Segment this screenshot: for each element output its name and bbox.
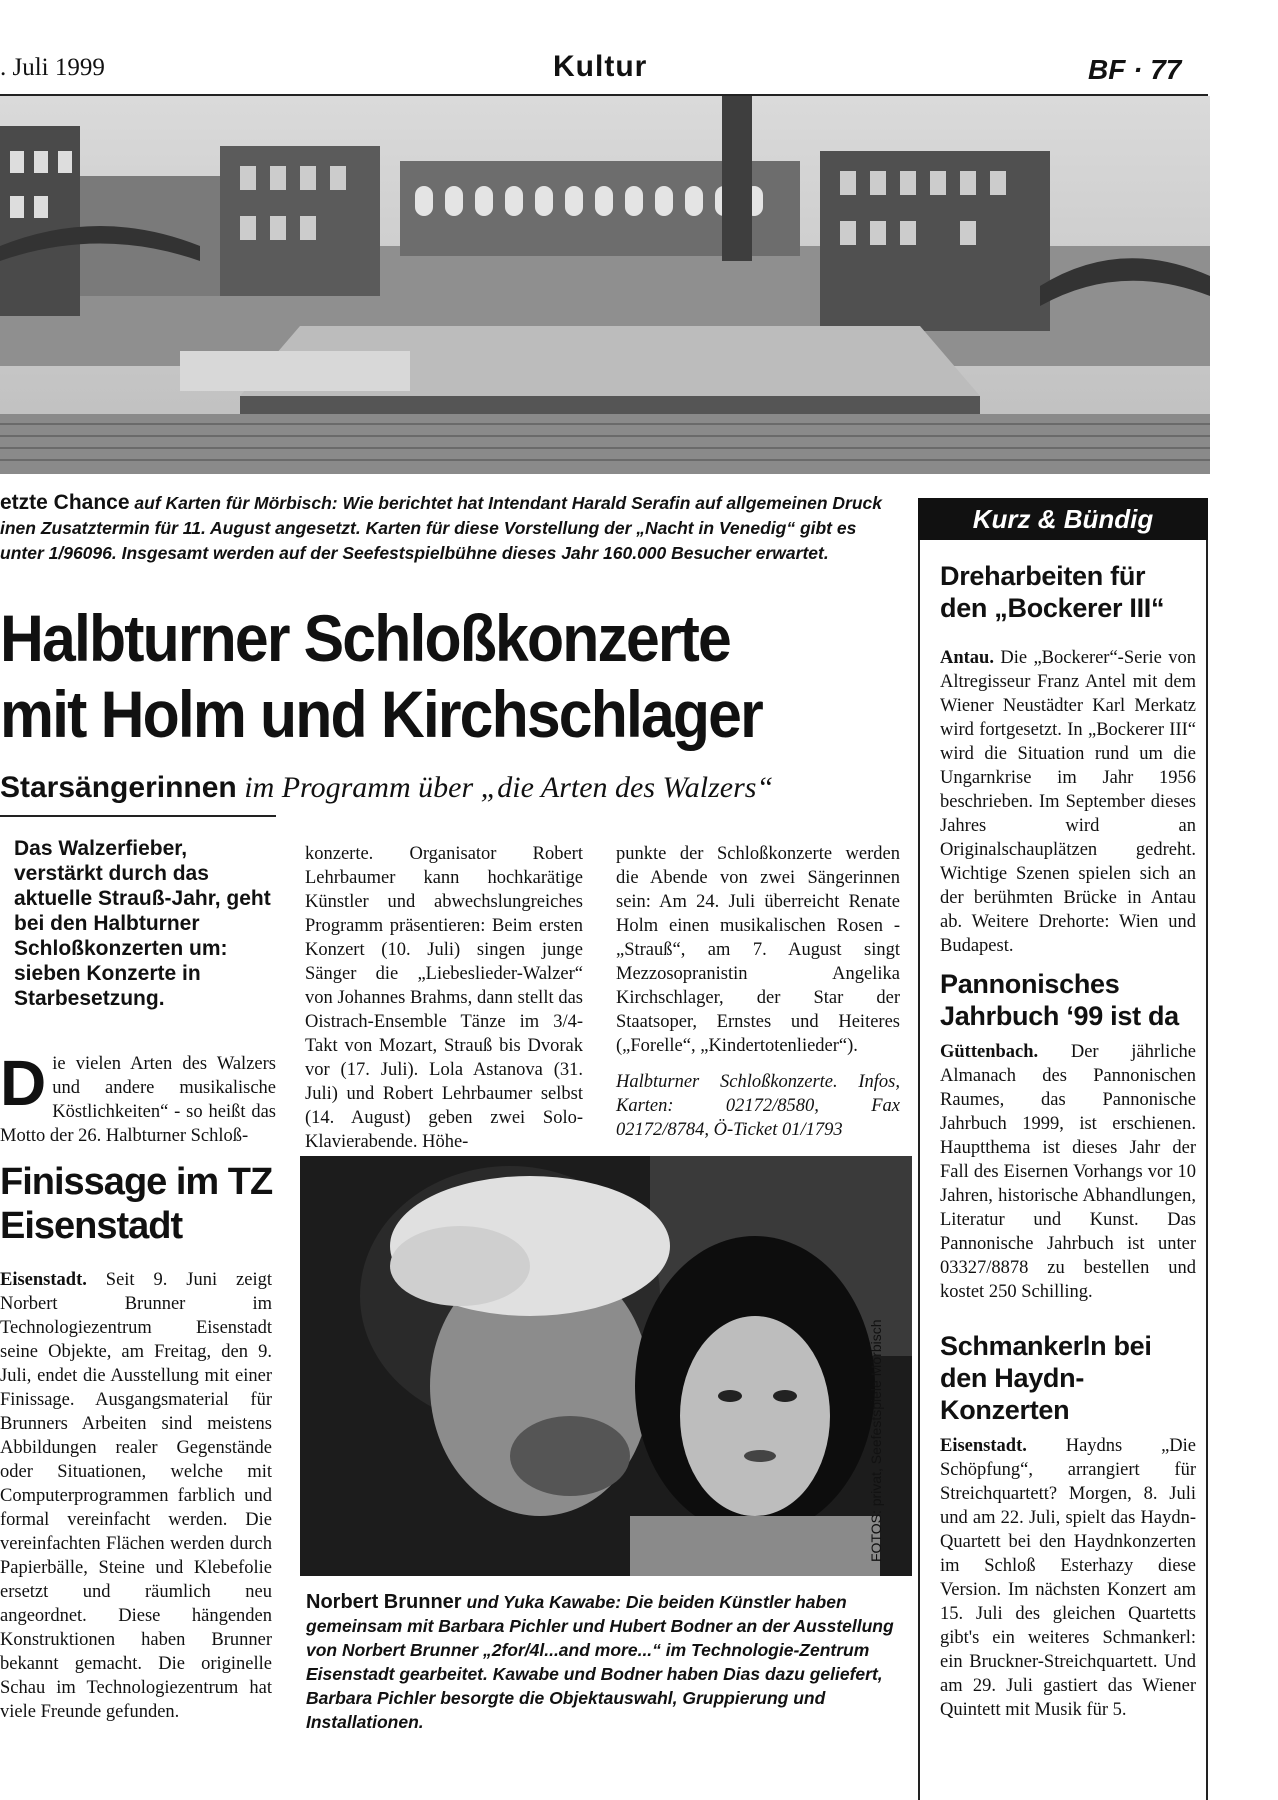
sidebar-item <box>940 1330 1196 1722</box>
issue-date: . Juli 1999 <box>0 54 105 81</box>
caption-lead: etzte Chance <box>0 491 130 514</box>
section-title: Kultur <box>553 50 648 83</box>
sidebar-body: Güttenbach. Der jährliche Almanach des Pannonischen Raumes, das Pannonische Jahrbuch 1999, ist erschienen. Hauptthema ist dieses Jahr der Fall des Eisernen Vorhangs vor 10 Jahren, historische Abhandlungen, Literatur und Kunst. Das Pannonische Jahrbuch ist unter 03327/8878 zu bestellen und kostet 250 Schilling. <box>940 1042 1196 1302</box>
photo-caption <box>0 490 890 566</box>
sidebar-body: Antau. Die „Bockerer“-Serie von Altregisseur Franz Antel mit dem Wiener Neustädter Karl Merkatz wird fortgesetzt. In „Bockerer III“ wird die Situation rund um die Ungarnkrise im Jahr 1956 beschrieben. Im September dieses Jahres wird an Originalschauplätzen gedreht. Wichtige Szenen spielen sich an der berühmten Brücke in Antau ab. Weitere Drehorte: Wien und Budapest. <box>940 648 1196 956</box>
main-headline: Halbturner Schloßkonzerte mit Holm und Kirchschlager <box>0 601 762 751</box>
photo-credit: FOTOS: privat, Seefestspiele Mörbisch <box>868 1319 884 1562</box>
sidebar-item <box>940 560 1196 958</box>
drop-cap: D <box>0 1047 47 1119</box>
article-column-2: konzerte. Organisator Robert Lehrbaumer kann hochkarätige Künstler und abwechslungreiches Programm präsentieren: Beim ersten Konzert (10. Juli) singen junge Sänger die „Liebeslieder-Walzer“ von Johannes Brahms, dann stellt das Oistrach-Ensemble Tänze im 3/4-Takt von Mozart, Strauß bis Dvorak vor (17. Juli). Lola Astanova (31. Juli) und Robert Lehrbaumer selbst (14. August) geben zwei Solo-Klavierabende. Höhe- <box>305 844 583 1152</box>
sidebar-item <box>940 968 1196 1304</box>
sidebar-border-left <box>918 540 920 1800</box>
artists-photo <box>300 1156 912 1576</box>
article-column-1: Die vielen Arten des Walzers und andere musikalische Köstlichkeiten“ - so heißt das Motto der 26. Halbturner Schloß- <box>0 1047 276 1146</box>
sidebar-body: Eisenstadt. Haydns „Die Schöpfung“, arrangiert für Streichquartett? Morgen, 8. Juli und am 22. Juli, spielt das Haydn-Quartett bei den Haydnkonzerten im Schloß Esterhazy diese Version. Im nächsten Konzert am 15. Juli des gleichen Quartetts gibt's ein weiteres Schmankerl: ein Bruckner-Streichquartett. Und am 29. Juli gastiert das Wiener Quintett mit Musik für 5. <box>940 1436 1196 1720</box>
finissage-headline: Finissage im TZ Eisenstadt <box>0 1161 273 1247</box>
sidebar-border-right <box>1206 540 1208 1800</box>
subheadline: Starsängerinnen im Programm über „die Arten des Walzers“ <box>0 771 774 804</box>
sidebar-headline: Dreharbeiten für den „Bockerer III“ <box>940 561 1165 623</box>
sidebar-headline: Pannonisches Jahrbuch ‘99 ist da <box>940 969 1179 1031</box>
finissage-body: Eisenstadt. Seit 9. Juni zeigt Norbert Brunner im Technologiezentrum Eisenstadt seine Objekte, am Freitag, den 9. Juli, endet die Ausstellung mit einer Finissage. Ausgangsmaterial für Brunners Arbeiten sind meistens Abbildungen realer Gegenstände oder Situationen, welche mit Computerprogrammen farblich und formal vereinfacht werden. Die vereinfachten Flächen werden durch Papierbälle, Steine und Klebefolie ersetzt und räumlich neu angeordnet. Diese hängenden Konstruktionen haben Brunner bekannt gemacht. Die originelle Schau im Technologiezentrum hat viele Freunde gefunden. <box>0 1270 272 1722</box>
article-lead: Das Walzerfieber, verstärkt durch das aktuelle Strauß-Jahr, geht bei den Halbturner Schloßkonzerten um: sieben Konzerte in Starbesetzung. <box>14 837 271 1010</box>
article-column-3: punkte der Schloßkonzerte werden die Abende von zwei Sängerinnen sein: Am 24. Juli überreicht Renate Holm einen musikalischen Rosen -„Strauß“, am 7. August singt Mezzosopranistin Angelika Kirchschlager, der Star der Staatsoper, Ernstes und Heiteres („Forelle“, „Kindertotenlieder“). Halbturner Schloßkonzerte. Infos, Karten: 02172/8580, Fax 02172/8784, Ö-Ticket 01/1793 <box>616 844 900 1140</box>
caption-text: auf Karten für Mörbisch: Wie berichtet hat Intendant Harald Serafin auf allgemeinen Druck inen Zusatztermin für 11. August angesetzt. Karten für diese Vorstellung der „Nacht in Venedig“ gibt es unter 1/96096. Insgesamt werden auf der Seefestspielbühne dieses Jahr 160.000 Besucher erwartet. <box>0 493 883 563</box>
info-line: Halbturner Schloßkonzerte. Infos, Karten: 02172/8580, Fax 02172/8784, Ö-Ticket 01/1793 <box>616 1072 900 1140</box>
lake-stage-photo <box>0 96 1210 474</box>
page-number: BF · 77 <box>1088 54 1182 85</box>
sidebar-headline: Schmankerln bei den Haydn-Konzerten <box>940 1331 1152 1425</box>
sidebar-title: Kurz & Bündig <box>918 498 1208 540</box>
artists-caption: Norbert Brunner und Yuka Kawabe: Die beiden Künstler haben gemeinsam mit Barbara Pichler und Hubert Bodner an der Ausstellung von Norbert Brunner „2for/4l...and more...“ im Technologie-Zentrum Eisenstadt gearbeitet. Kawabe und Bodner haben Dias dazu geliefert, Barbara Pichler besorgte die Objektauswahl, Gruppierung und Installationen. <box>306 1591 894 1732</box>
subhead-rule <box>0 815 276 817</box>
